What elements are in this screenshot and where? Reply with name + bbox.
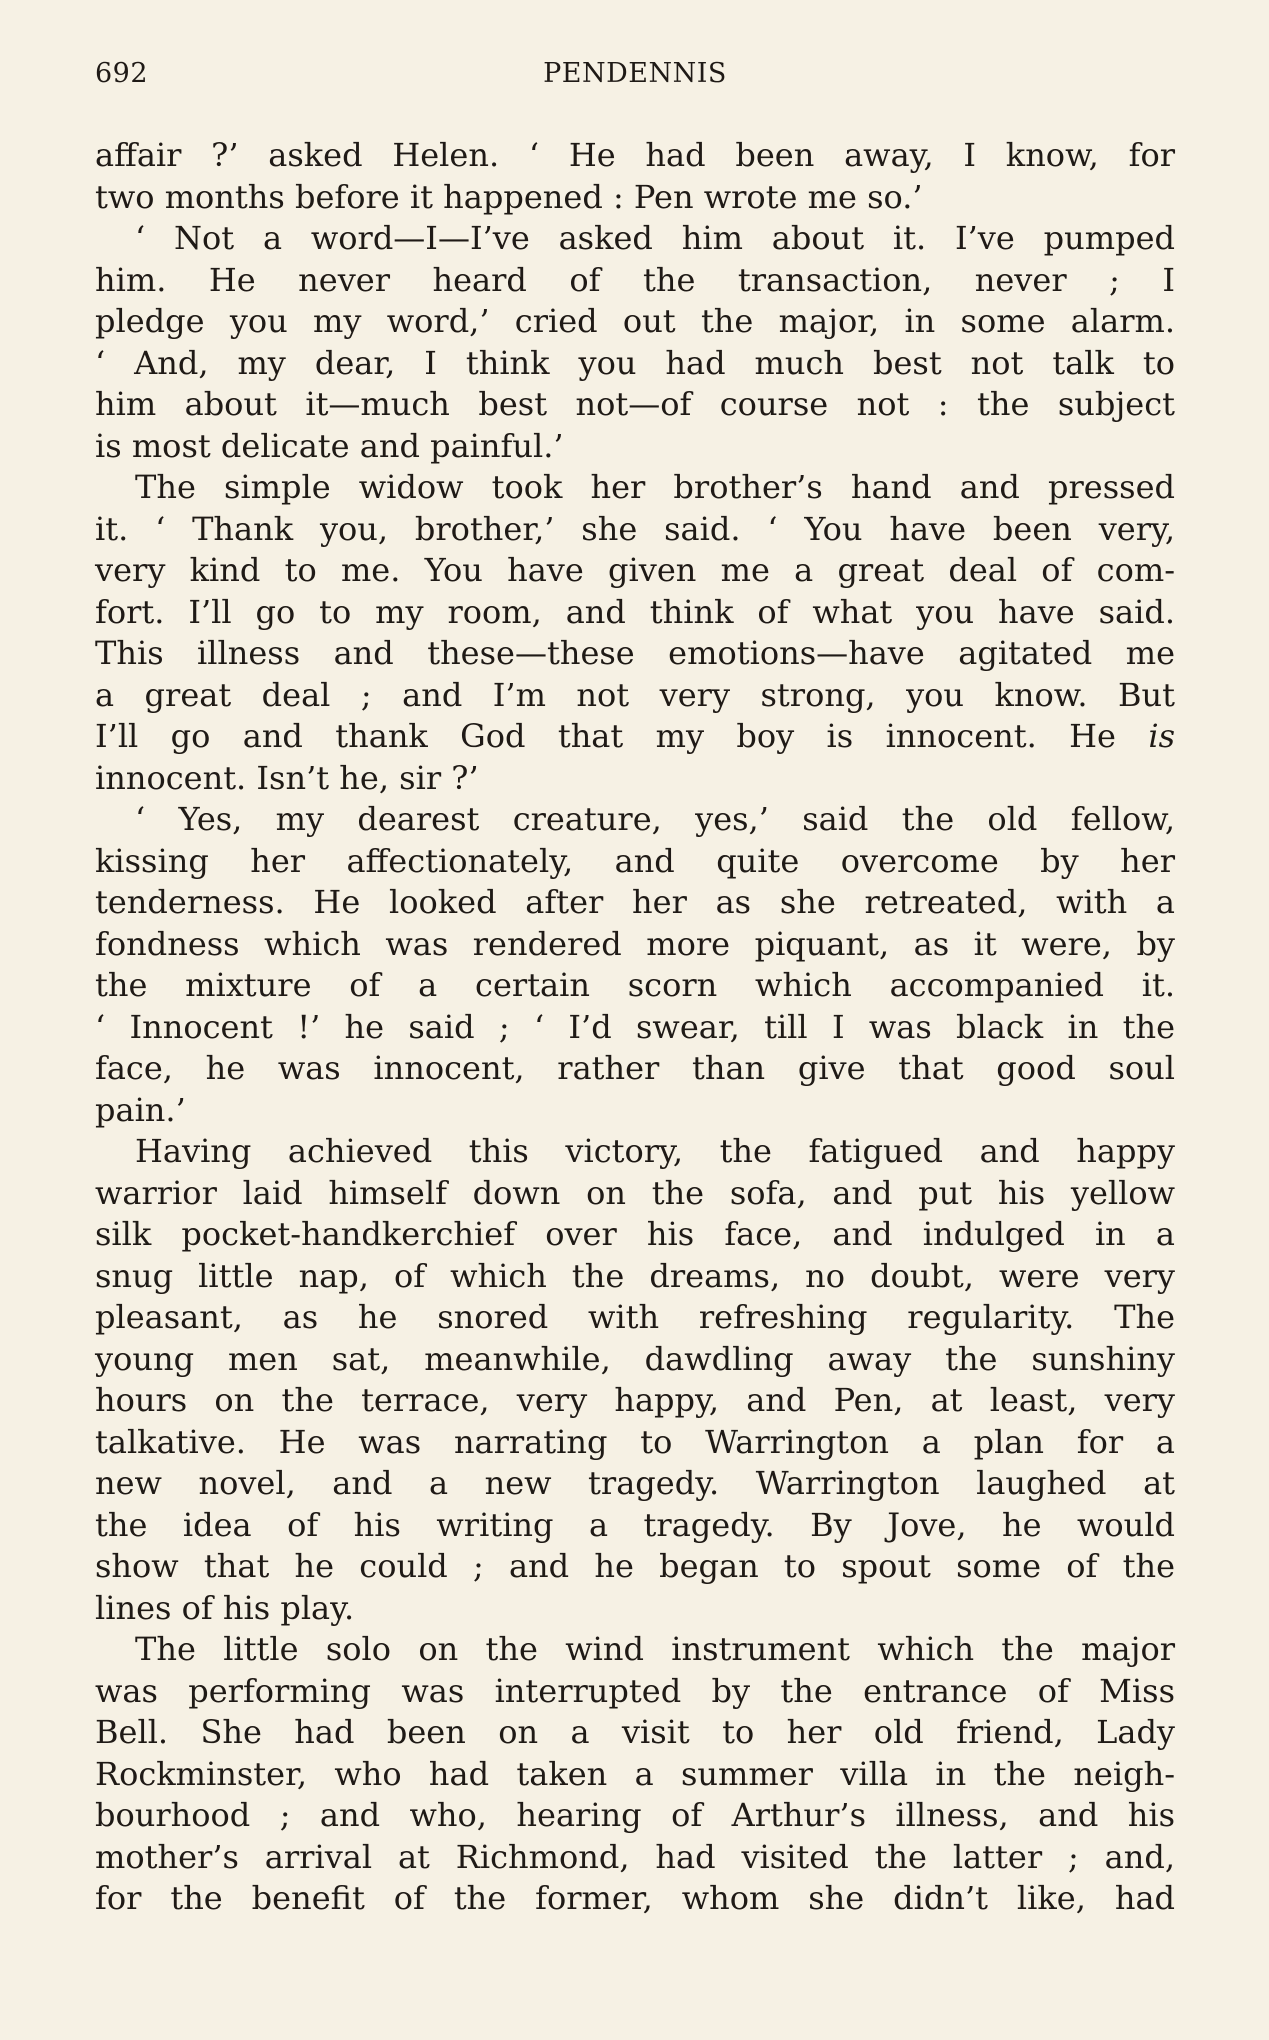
text-line: kissing her affectionately, and quite overcome by her bbox=[95, 841, 1175, 880]
text-line: fondness which was rendered more piquant, as it were, by bbox=[95, 924, 1175, 963]
text-line: Having achieved this victory, the fatigued and happy bbox=[135, 1132, 1175, 1170]
text-line: him about it—much best not—of course not : the subject bbox=[95, 385, 1175, 423]
text-line: pleasant, as he snored with refreshing regularity. The bbox=[95, 1298, 1175, 1336]
text-line: warrior laid himself down on the sofa, and put his yellow bbox=[95, 1173, 1175, 1212]
text-line: ‘ And, my dear, I think you had much best not talk to bbox=[95, 343, 1175, 382]
text-line: a great deal ; and I’m not very strong, you know. But bbox=[95, 675, 1175, 714]
text-line: ‘ Yes, my dearest creature, yes,’ said the old fellow, bbox=[135, 800, 1175, 838]
text-line: ‘ Innocent !’ he said ; ‘ I’d swear, till I was black in the bbox=[95, 1007, 1175, 1046]
text-line: tenderness. He looked after her as she retreated, with a bbox=[95, 883, 1175, 921]
text-line: it. ‘ Thank you, brother,’ she said. ‘ You have been very, bbox=[95, 509, 1175, 548]
page-header bbox=[95, 58, 1175, 98]
text-line: snug little nap, of which the dreams, no doubt, were very bbox=[95, 1256, 1175, 1295]
text-line: him. He never heard of the transaction, never ; I bbox=[95, 260, 1175, 299]
text-line: face, he was innocent, rather than give that good soul bbox=[95, 1049, 1175, 1087]
running-title: PENDENNIS bbox=[543, 58, 727, 89]
text-line: two months before it happened : Pen wrote me so.’ bbox=[95, 177, 923, 216]
text-line: mother’s arrival at Richmond, had visited the latter ; and, bbox=[95, 1837, 1175, 1876]
text-line: hours on the terrace, very happy, and Pen, at least, very bbox=[95, 1381, 1175, 1419]
text-line: silk pocket-handkerchief over his face, and indulged in a bbox=[95, 1215, 1175, 1253]
text-line: is most delicate and painful.’ bbox=[95, 426, 564, 465]
text-line: young men sat, meanwhile, dawdling away the sunshiny bbox=[95, 1339, 1175, 1378]
text-line: talkative. He was narrating to Warrington a plan for a bbox=[95, 1422, 1175, 1461]
text-line: very kind to me. You have given me a great deal of com- bbox=[95, 551, 1175, 589]
text-line: for the benefit of the former, whom she didn’t like, had bbox=[95, 1879, 1175, 1917]
text-line: Bell. She had been on a visit to her old friend, Lady bbox=[95, 1713, 1175, 1751]
body-text bbox=[95, 135, 1175, 1920]
text-line: lines of his play. bbox=[95, 1588, 355, 1627]
text-line: Rockminster, who had taken a summer villa in the neigh- bbox=[95, 1754, 1175, 1793]
text-line: pledge you my word,’ cried out the major, in some alarm. bbox=[95, 302, 1175, 340]
text-line: show that he could ; and he began to spout some of the bbox=[95, 1547, 1175, 1585]
text-line: innocent. Isn’t he, sir ?’ bbox=[95, 758, 479, 797]
text-line: This illness and these—these emotions—have agitated me bbox=[95, 634, 1175, 672]
text-line: the idea of his writing a tragedy. By Jove, he would bbox=[95, 1505, 1175, 1544]
text-line: affair ?’ asked Helen. ‘ He had been away, I know, for bbox=[95, 136, 1175, 174]
text-line bbox=[95, 716, 1175, 758]
text-line: bourhood ; and who, hearing of Arthur’s illness, and his bbox=[95, 1796, 1175, 1834]
page-number: 692 bbox=[95, 58, 149, 89]
text-segment: I’ll go and thank God that my boy is innocent. He bbox=[95, 717, 1116, 755]
text-line: the mixture of a certain scorn which accompanied it. bbox=[95, 966, 1175, 1004]
text-line: The little solo on the wind instrument which the major bbox=[135, 1630, 1175, 1668]
text-line: pain.’ bbox=[95, 1090, 186, 1129]
text-line: fort. I’ll go to my room, and think of what you have said. bbox=[95, 592, 1175, 631]
text-line: ‘ Not a word—I—I’ve asked him about it. I’ve pumped bbox=[135, 219, 1175, 257]
italic-word: is bbox=[1148, 717, 1176, 755]
text-line: The simple widow took her brother’s hand and pressed bbox=[135, 468, 1175, 506]
text-line: was performing was interrupted by the entrance of Miss bbox=[95, 1671, 1175, 1710]
text-line: new novel, and a new tragedy. Warrington laughed at bbox=[95, 1464, 1175, 1502]
